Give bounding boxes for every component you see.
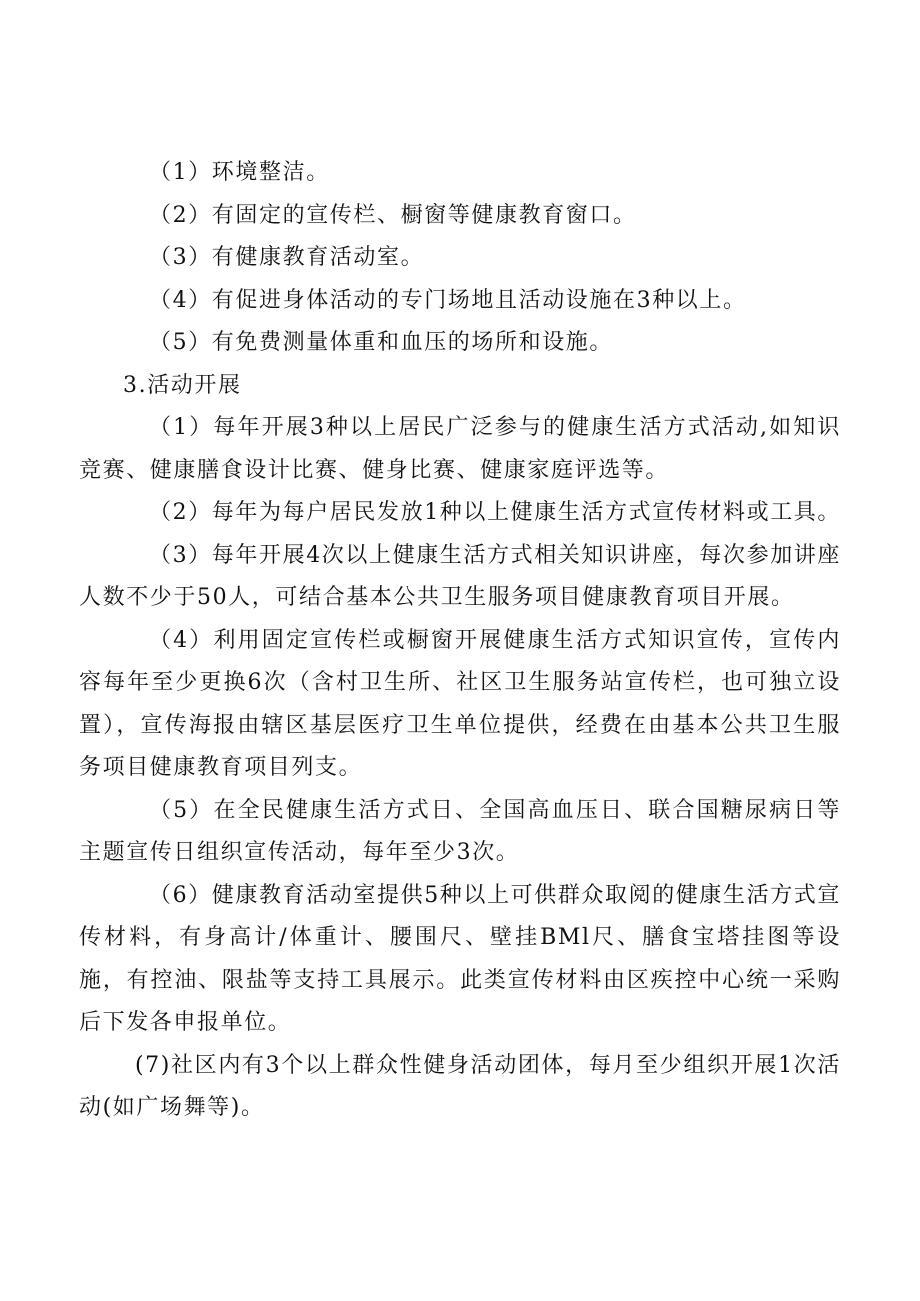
paragraph-activity-1: （1）每年开展3种以上居民广泛参与的健康生活方式活动,如知识竞赛、健康膳食设计比赛、健身比赛、健康家庭评选等。	[79, 415, 841, 483]
document-body	[79, 152, 841, 1130]
paragraph-activity-5: （5）在全民健康生活方式日、全国高血压日、联合国糖尿病日等主题宣传日组织宣传活动，每年至少3次。	[79, 797, 841, 865]
paragraph-activity-6: （6）健康教育活动室提供5种以上可供群众取阅的健康生活方式宣传材料，有身高计/体重计、腰围尺、壁挂BMl尺、膳食宝塔挂图等设施，有控油、限盐等支持工具展示。此类宣传材料由区疾控中心统一采购后下发各申报单位。	[79, 882, 841, 1035]
paragraph-activity-2: （2）每年为每户居民发放1种以上健康生活方式宣传材料或工具。	[149, 500, 841, 525]
paragraph-facility-2: （2）有固定的宣传栏、橱窗等健康教育窗口。	[149, 202, 637, 228]
section-heading-activities: 3.活动开展	[123, 372, 242, 398]
paragraph-activity-4: （4）利用固定宣传栏或橱窗开展健康生活方式知识宣传，宣传内容每年至少更换6次（含村卫生所、社区卫生服务站宣传栏，也可独立设置），宣传海报由辖区基层医疗卫生单位提供，经费在由基本公共卫生服务项目健康教育项目列支。	[79, 627, 841, 780]
paragraph-facility-4: （4）有促进身体活动的专门场地且活动设施在3种以上。	[149, 287, 747, 313]
paragraph-facility-3: （3）有健康教育活动室。	[149, 245, 425, 270]
paragraph-facility-5: （5）有免费测量体重和血压的场所和设施。	[149, 330, 613, 355]
paragraph-facility-1: （1）环境整洁。	[149, 160, 330, 185]
paragraph-activity-3: （3）每年开展4次以上健康生活方式相关知识讲座，每次参加讲座人数不少于50人，可结合基本公共卫生服务项目健康教育项目开展。	[79, 542, 841, 610]
paragraph-activity-7: (7)社区内有3个以上群众性健身活动团体，每月至少组织开展1次活动(如广场舞等)。	[79, 1052, 841, 1120]
